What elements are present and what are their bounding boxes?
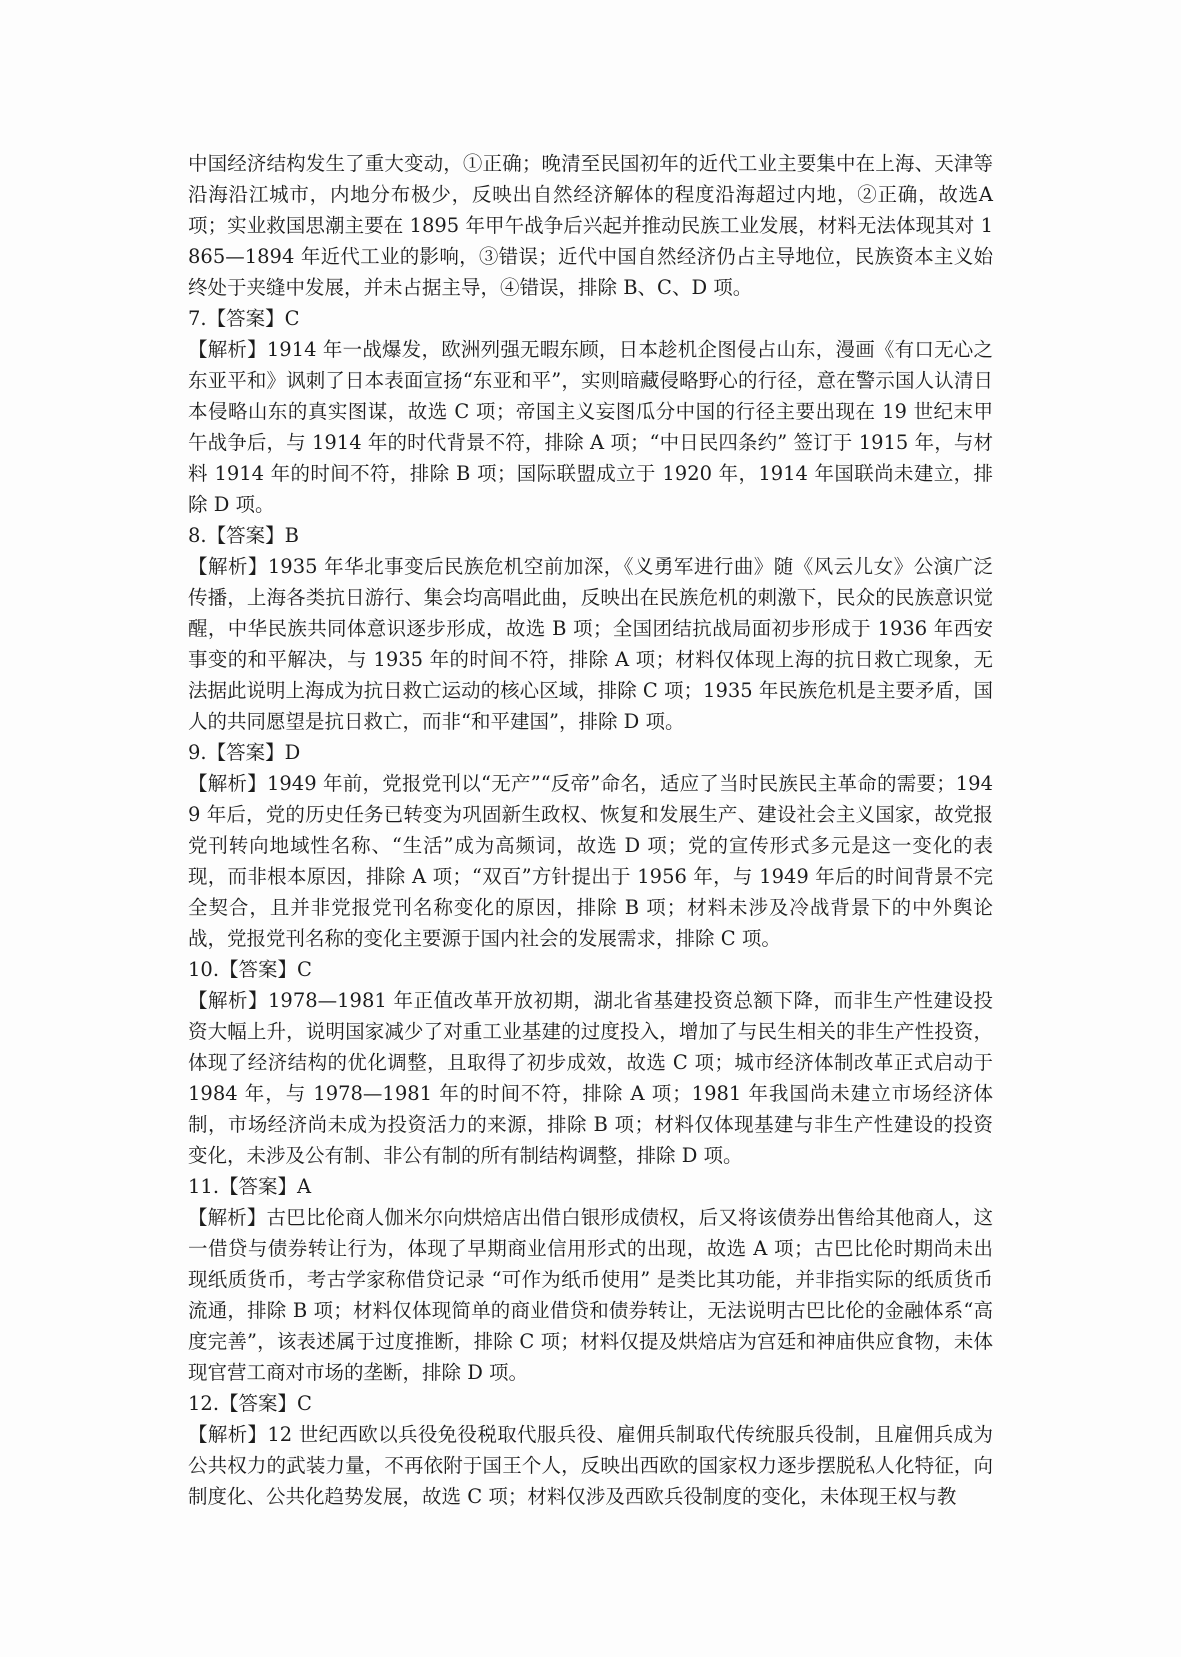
document-body — [188, 148, 993, 1512]
intro-paragraph: 中国经济结构发生了重大变动，①正确；晚清至民国初年的近代工业主要集中在上海、天津等沿海沿江城市，内地分布极少，反映出自然经济解体的程度沿海超过内地，②正确，故选A 项；实业救国思潮主要在 1895 年甲午战争后兴起并推动民族工业发展，材料无法体现其对 1865—1894 年近代工业的影响，③错误；近代中国自然经济仍占主导地位，民族资本主义始终处于夹缝中发展，并未占据主导，④错误，排除 B、C、D 项。 — [188, 152, 993, 299]
analysis-paragraph: 【解析】1978—1981 年正值改革开放初期，湖北省基建投资总额下降，而非生产性建设投资大幅上升，说明国家减少了对重工业基建的过度投入，增加了与民生相关的非生产性投资，体现了经济结构的优化调整，且取得了初步成效，故选 C 项；城市经济体制改革正式启动于 1984 年，与 1978—1981 年的时间不符，排除 A 项；1981 年我国尚未建立市场经济体制，市场经济尚未成为投资活力的来源，排除 B 项；材料仅体现基建与非生产性建设的投资变化，未涉及公有制、非公有制的所有制结构调整，排除 D 项。 — [188, 989, 993, 1167]
question-item-9 — [188, 737, 993, 954]
answer-line: 7.【答案】C — [188, 307, 300, 330]
analysis-paragraph: 【解析】古巴比伦商人伽米尔向烘焙店出借白银形成债权，后又将该债券出售给其他商人，这一借贷与债券转让行为，体现了早期商业信用形式的出现，故选 A 项；古巴比伦时期尚未出现纸质货币，考古学家称借贷记录 “可作为纸币使用” 是类比其功能，并非指实际的纸质货币流通，排除 B 项；材料仅体现简单的商业借贷和债券转让，无法说明古巴比伦的金融体系“高度完善”，该表述属于过度推断，排除 C 项；材料仅提及烘焙店为宫廷和神庙供应食物，未体现官营工商对市场的垄断，排除 D 项。 — [188, 1206, 993, 1384]
analysis-paragraph: 【解析】1935 年华北事变后民族危机空前加深，《义勇军进行曲》随《风云儿女》公演广泛传播，上海各类抗日游行、集会均高唱此曲，反映出在民族危机的刺激下，民众的民族意识觉醒，中华民族共同体意识逐步形成，故选 B 项；全国团结抗战局面初步形成于 1936 年西安事变的和平解决，与 1935 年的时间不符，排除 A 项；材料仅体现上海的抗日救亡现象，无法据此说明上海成为抗日救亡运动的核心区域，排除 C 项；1935 年民族危机是主要矛盾，国人的共同愿望是抗日救亡，而非“和平建国”，排除 D 项。 — [188, 555, 993, 733]
analysis-paragraph: 【解析】1914 年一战爆发，欧洲列强无暇东顾，日本趁机企图侵占山东，漫画《有口无心之东亚平和》讽刺了日本表面宣扬“东亚和平”，实则暗藏侵略野心的行径，意在警示国人认清日本侵略山东的真实图谋，故选 C 项；帝国主义妄图瓜分中国的行径主要出现在 19 世纪末甲午战争后，与 1914 年的时代背景不符，排除 A 项；“中日民四条约” 签订于 1915 年，与材料 1914 年的时间不符，排除 B 项；国际联盟成立于 1920 年，1914 年国联尚未建立，排除 D 项。 — [188, 338, 993, 516]
analysis-paragraph: 【解析】12 世纪西欧以兵役免役税取代服兵役、雇佣兵制取代传统服兵役制，且雇佣兵成为公共权力的武装力量，不再依附于国王个人，反映出西欧的国家权力逐步摆脱私人化特征，向制度化、公共化趋势发展，故选 C 项；材料仅涉及西欧兵役制度的变化，未体现王权与教 — [188, 1423, 993, 1508]
question-item-12 — [188, 1388, 993, 1512]
question-item-10 — [188, 954, 993, 1171]
answer-line: 12.【答案】C — [188, 1392, 312, 1415]
question-item-8 — [188, 520, 993, 737]
question-item-11 — [188, 1171, 993, 1388]
answer-line: 11.【答案】A — [188, 1175, 312, 1198]
answer-line: 9.【答案】D — [188, 741, 301, 764]
analysis-paragraph: 【解析】1949 年前，党报党刊以“无产”“反帝”命名，适应了当时民族民主革命的需要；1949 年后，党的历史任务已转变为巩固新生政权、恢复和发展生产、建设社会主义国家，故党报党刊转向地域性名称、“生活”成为高频词，故选 D 项；党的宣传形式多元是这一变化的表现，而非根本原因，排除 A 项；“双百”方针提出于 1956 年，与 1949 年后的时间背景不完全契合，且并非党报党刊名称变化的原因，排除 B 项；材料未涉及冷战背景下的中外舆论战，党报党刊名称的变化主要源于国内社会的发展需求，排除 C 项。 — [188, 772, 993, 950]
question-item-7 — [188, 303, 993, 520]
answer-line: 10.【答案】C — [188, 958, 312, 981]
answer-line: 8.【答案】B — [188, 524, 299, 547]
